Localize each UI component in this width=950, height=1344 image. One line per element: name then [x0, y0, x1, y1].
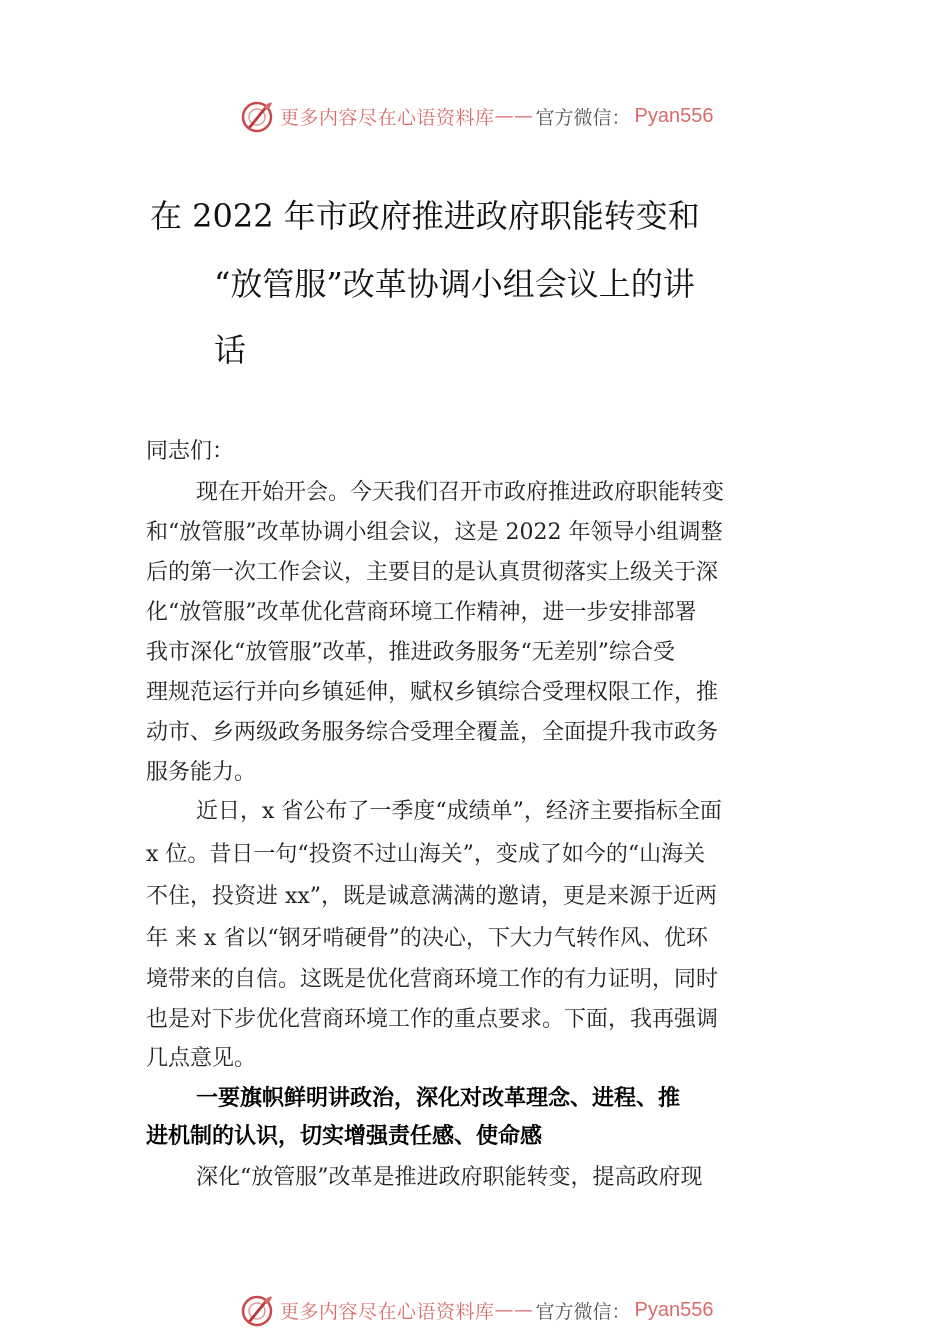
banner-wechat-label: 官方微信：	[535, 106, 631, 129]
paragraph-line: 深化“放管服”改革是推进政府职能转变，提高政府现	[196, 1165, 703, 1190]
footer-banner	[240, 1290, 740, 1330]
banner-wechat-id: Pyan556	[634, 1298, 714, 1321]
paragraph-line: 动市、乡两级政务服务综合受理全覆盖，全面提升我市政务	[146, 720, 719, 745]
paragraph-line: 化“放管服”改革优化营商环境工作精神，进一步安排部署	[146, 600, 697, 625]
paragraph-line: 后的第一次工作会议，主要目的是认真贯彻落实上级关于深	[146, 560, 719, 585]
banner-dash: ——	[494, 1299, 534, 1321]
document-title-line-1: 在 2022 年市政府推进政府职能转变和	[150, 197, 700, 235]
paragraph-line: x 位。昔日一句“投资不过山海关”，变成了如今的“山海关	[146, 842, 706, 867]
section-heading: 一要旗帜鲜明讲政治，深化对改革理念、进程、推	[196, 1086, 681, 1111]
banner-site-name: 更多内容尽在心语资料库	[280, 106, 495, 129]
paragraph-line: 理规范运行并向乡镇延伸，赋权乡镇综合受理权限工作，推	[146, 680, 719, 705]
paragraph-line: 近日，x 省公布了一季度“成绩单”，经济主要指标全面	[196, 799, 722, 824]
banner-site-name: 更多内容尽在心语资料库	[280, 1300, 495, 1323]
section-heading: 进机制的认识，切实增强责任感、使命感	[146, 1124, 543, 1149]
document-title-line-3: 话	[214, 331, 247, 369]
paragraph-line: 境带来的自信。这既是优化营商环境工作的有力证明，同时	[146, 967, 719, 992]
greeting: 同志们：	[146, 439, 235, 464]
paragraph-line: 年 来 x 省以“钢牙啃硬骨”的决心，下大力气转作风、优环	[146, 926, 708, 951]
paragraph-line: 几点意见。	[146, 1046, 257, 1071]
quill-logo-icon	[240, 99, 274, 133]
document-title-line-2: “放管服”改革协调小组会议上的讲	[214, 265, 695, 303]
quill-logo-icon	[240, 1293, 274, 1327]
paragraph-line: 不住，投资进 xx”，既是诚意满满的邀请，更是来源于近两	[146, 884, 718, 909]
banner-dash: ——	[494, 105, 534, 127]
header-banner	[240, 96, 740, 136]
paragraph-line: 服务能力。	[146, 760, 257, 785]
paragraph-line: 也是对下步优化营商环境工作的重点要求。下面，我再强调	[146, 1007, 719, 1032]
banner-wechat-id: Pyan556	[634, 104, 714, 127]
paragraph-line: 和“放管服”改革协调小组会议，这是 2022 年领导小组调整	[146, 520, 723, 545]
paragraph-line: 我市深化“放管服”改革，推进政务服务“无差别”综合受	[146, 640, 675, 665]
banner-wechat-label: 官方微信：	[535, 1300, 631, 1323]
paragraph-line: 现在开始开会。今天我们召开市政府推进政府职能转变	[196, 480, 725, 505]
